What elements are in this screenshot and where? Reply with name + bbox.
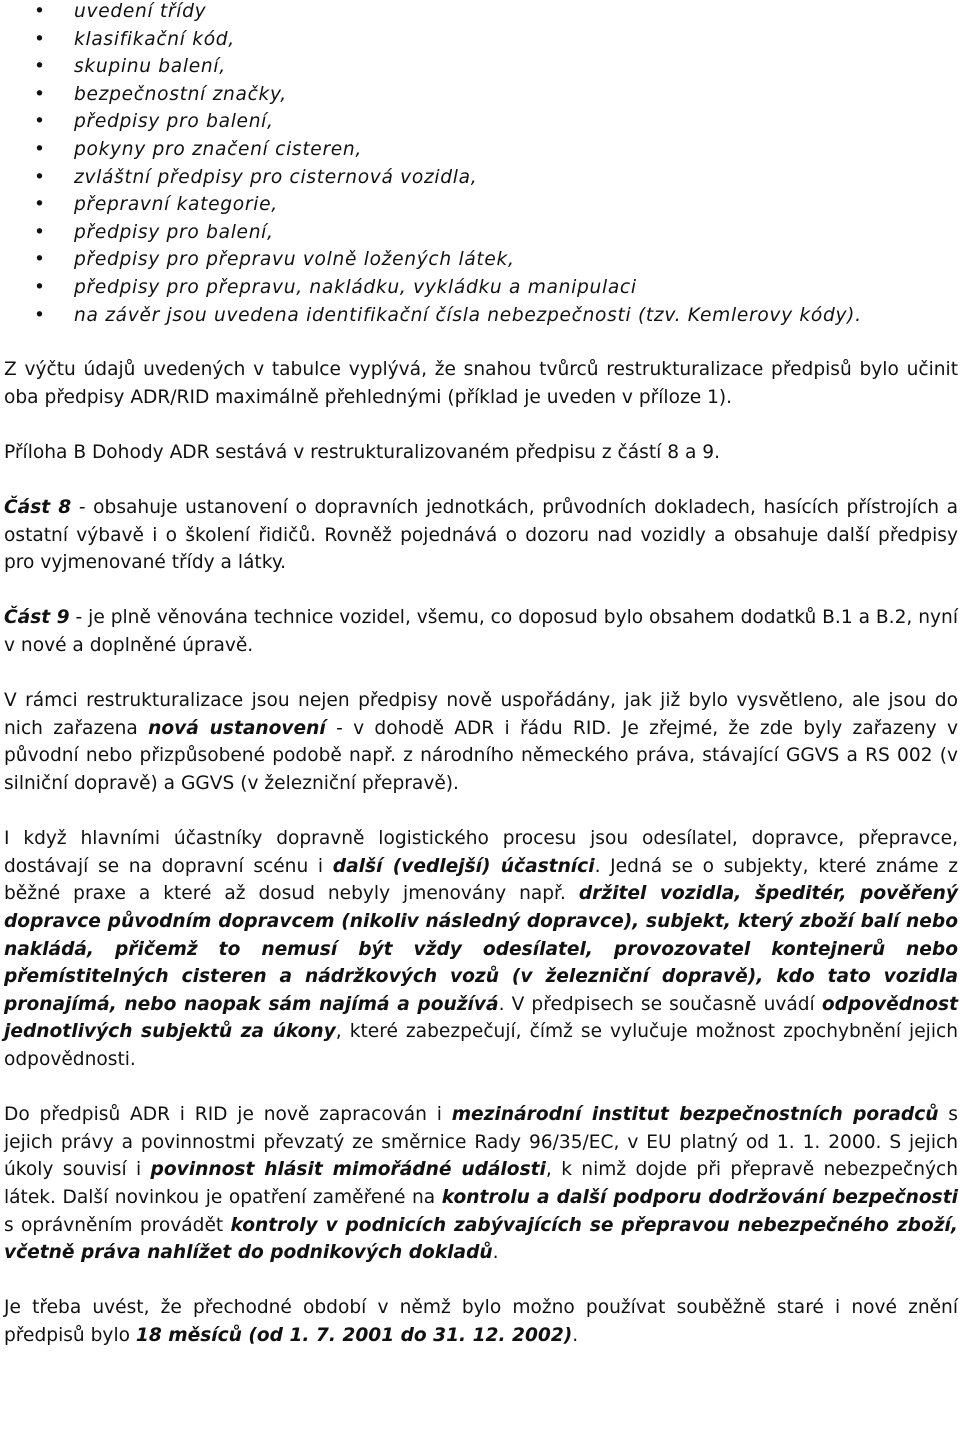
part-8-text: - obsahuje ustanovení o dopravních jednotkách, průvodních dokladech, hasících přístrojích a ostatní výbavě i o školení řidičů. Rovněž pojednává o dozoru nad vozidly a obsahuje další předpisy pro vyjmenované třídy a látky. — [4, 497, 958, 574]
text-run: - v dohodě ADR i řádu RID. Je zřejmé, že zde byly zařazeny v původní nebo přizpůsobené podobě např. z národního německého práva, stávající GGVS a RS 002 (v silniční dopravě) a GGVS (v železniční přepravě). — [4, 717, 958, 795]
text-run: . — [572, 1324, 579, 1346]
paragraph-table-summary: Z výčtu údajů uvedených v tabulce vyplývá, že snahou tvůrců restrukturalizace předpisů bylo učinit oba předpisy ADR/RID maximálně přehlednými (příklad je uveden v příloze 1). — [4, 359, 958, 408]
text-run: s oprávněním provádět — [4, 1214, 231, 1236]
list-item: • předpisy pro balení, — [4, 108, 958, 136]
list-item: • pokyny pro značení cisteren, — [4, 136, 958, 164]
part-8-label: Část 8 — [4, 497, 72, 519]
list-item: • zvláštní předpisy pro cisternová vozidla, — [4, 164, 958, 192]
list-item: • bezpečnostní značky, — [4, 81, 958, 109]
emphasis-participant-list: držitel vozidla, špeditér, pověřený dopravce původním dopravcem (nikoliv následný dopravce), subjekt, který zboží balí nebo nakládá, přičemž to nemusí být vždy odesílatel, provozovatel kontejnerů nebo přemístitelných cisteren a nádržkových vozů (v železniční dopravě), kdo tato vozidla pronajímá, nebo naopak sám najímá a používá — [4, 883, 958, 1015]
text-run: , které zabezpečují, čímž se vylučuje možnost zpochybnění jejich odpovědnosti. — [4, 1021, 958, 1070]
list-item: • přepravní kategorie, — [4, 191, 958, 219]
text-run: . V předpisech se současně uvádí — [498, 993, 822, 1015]
emphasis-inspections: kontroly v podnicích zabývajících se přepravou nebezpečného zboží, včetně práva nahlížet do podnikových dokladů — [4, 1214, 958, 1264]
paragraph-transition-period — [4, 1294, 958, 1349]
text-run: Do předpisů ADR i RID je nově zapracován i — [4, 1104, 452, 1126]
text-run: Je třeba uvést, že přechodné období v němž bylo možno používat souběžně staré i nové znění předpisů bylo — [4, 1297, 958, 1346]
paragraph-restructuring — [4, 687, 958, 797]
emphasis-transition-period: 18 měsíců (od 1. 7. 2001 do 31. 12. 2002) — [135, 1324, 573, 1346]
paragraph-part-9 — [4, 604, 958, 659]
emphasis-safety-advisers: mezinárodní institut bezpečnostních poradců — [451, 1104, 939, 1126]
list-item: • skupinu balení, — [4, 53, 958, 81]
list-item: • předpisy pro přepravu volně ložených látek, — [4, 246, 958, 274]
emphasis-new-provisions: nová ustanovení — [148, 717, 326, 739]
text-run: , k nimž dojde při přepravě nebezpečných látek. Další novinkou je opatření zaměřené na — [4, 1159, 959, 1208]
text-run: s jejich právy a povinnostmi převzatý ze směrnice Rady 96/35/EC, v EU platný od 1. 1. 2000. S jejich úkoly souvisí i — [4, 1104, 958, 1181]
list-item: • klasifikační kód, — [4, 26, 958, 54]
text-run: V rámci restrukturalizace jsou nejen předpisy nově uspořádány, jak již bylo vysvětleno, ale jsou do nich zařazena — [4, 690, 958, 739]
emphasis-responsibility: odpovědnost jednotlivých subjektů za úkony — [4, 993, 958, 1043]
part-9-label: Část 9 — [4, 607, 70, 629]
text-run: I když hlavními účastníky dopravně logistického procesu jsou odesílatel, dopravce, přepravce, dostávají se na dopravní scénu i — [4, 828, 958, 877]
emphasis-safety-control: kontrolu a další podporu dodržování bezpečnosti — [441, 1186, 958, 1208]
requirements-list — [4, 0, 958, 329]
paragraph-annex-b: Příloha B Dohody ADR sestává v restrukturalizovaném předpisu z částí 8 a 9. — [4, 441, 720, 463]
part-9-text: - je plně věnována technice vozidel, všemu, co doposud bylo obsahem dodatků B.1 a B.2, nyní v nové a doplněné úpravě. — [4, 607, 958, 657]
emphasis-report-incidents: povinnost hlásit mimořádné události — [150, 1159, 546, 1181]
list-item: • uvedení třídy — [4, 0, 958, 26]
paragraph-part-8 — [4, 494, 958, 577]
paragraph-participants — [4, 825, 958, 1073]
list-item: • na závěr jsou uvedena identifikační čísla nebezpečnosti (tzv. Kemlerovy kódy). — [4, 302, 958, 330]
emphasis-other-participants: další (vedlejší) účastníci — [332, 855, 595, 877]
list-item: • předpisy pro balení, — [4, 219, 958, 247]
list-item: • předpisy pro přepravu, nakládku, vykládku a manipulaci — [4, 274, 958, 302]
text-run: . — [492, 1242, 499, 1264]
text-run: . Jedná se o subjekty, které známe z běžné praxe a které až dosud nebyly jmenovány např. — [4, 855, 958, 905]
paragraph-safety-advisers — [4, 1101, 958, 1267]
